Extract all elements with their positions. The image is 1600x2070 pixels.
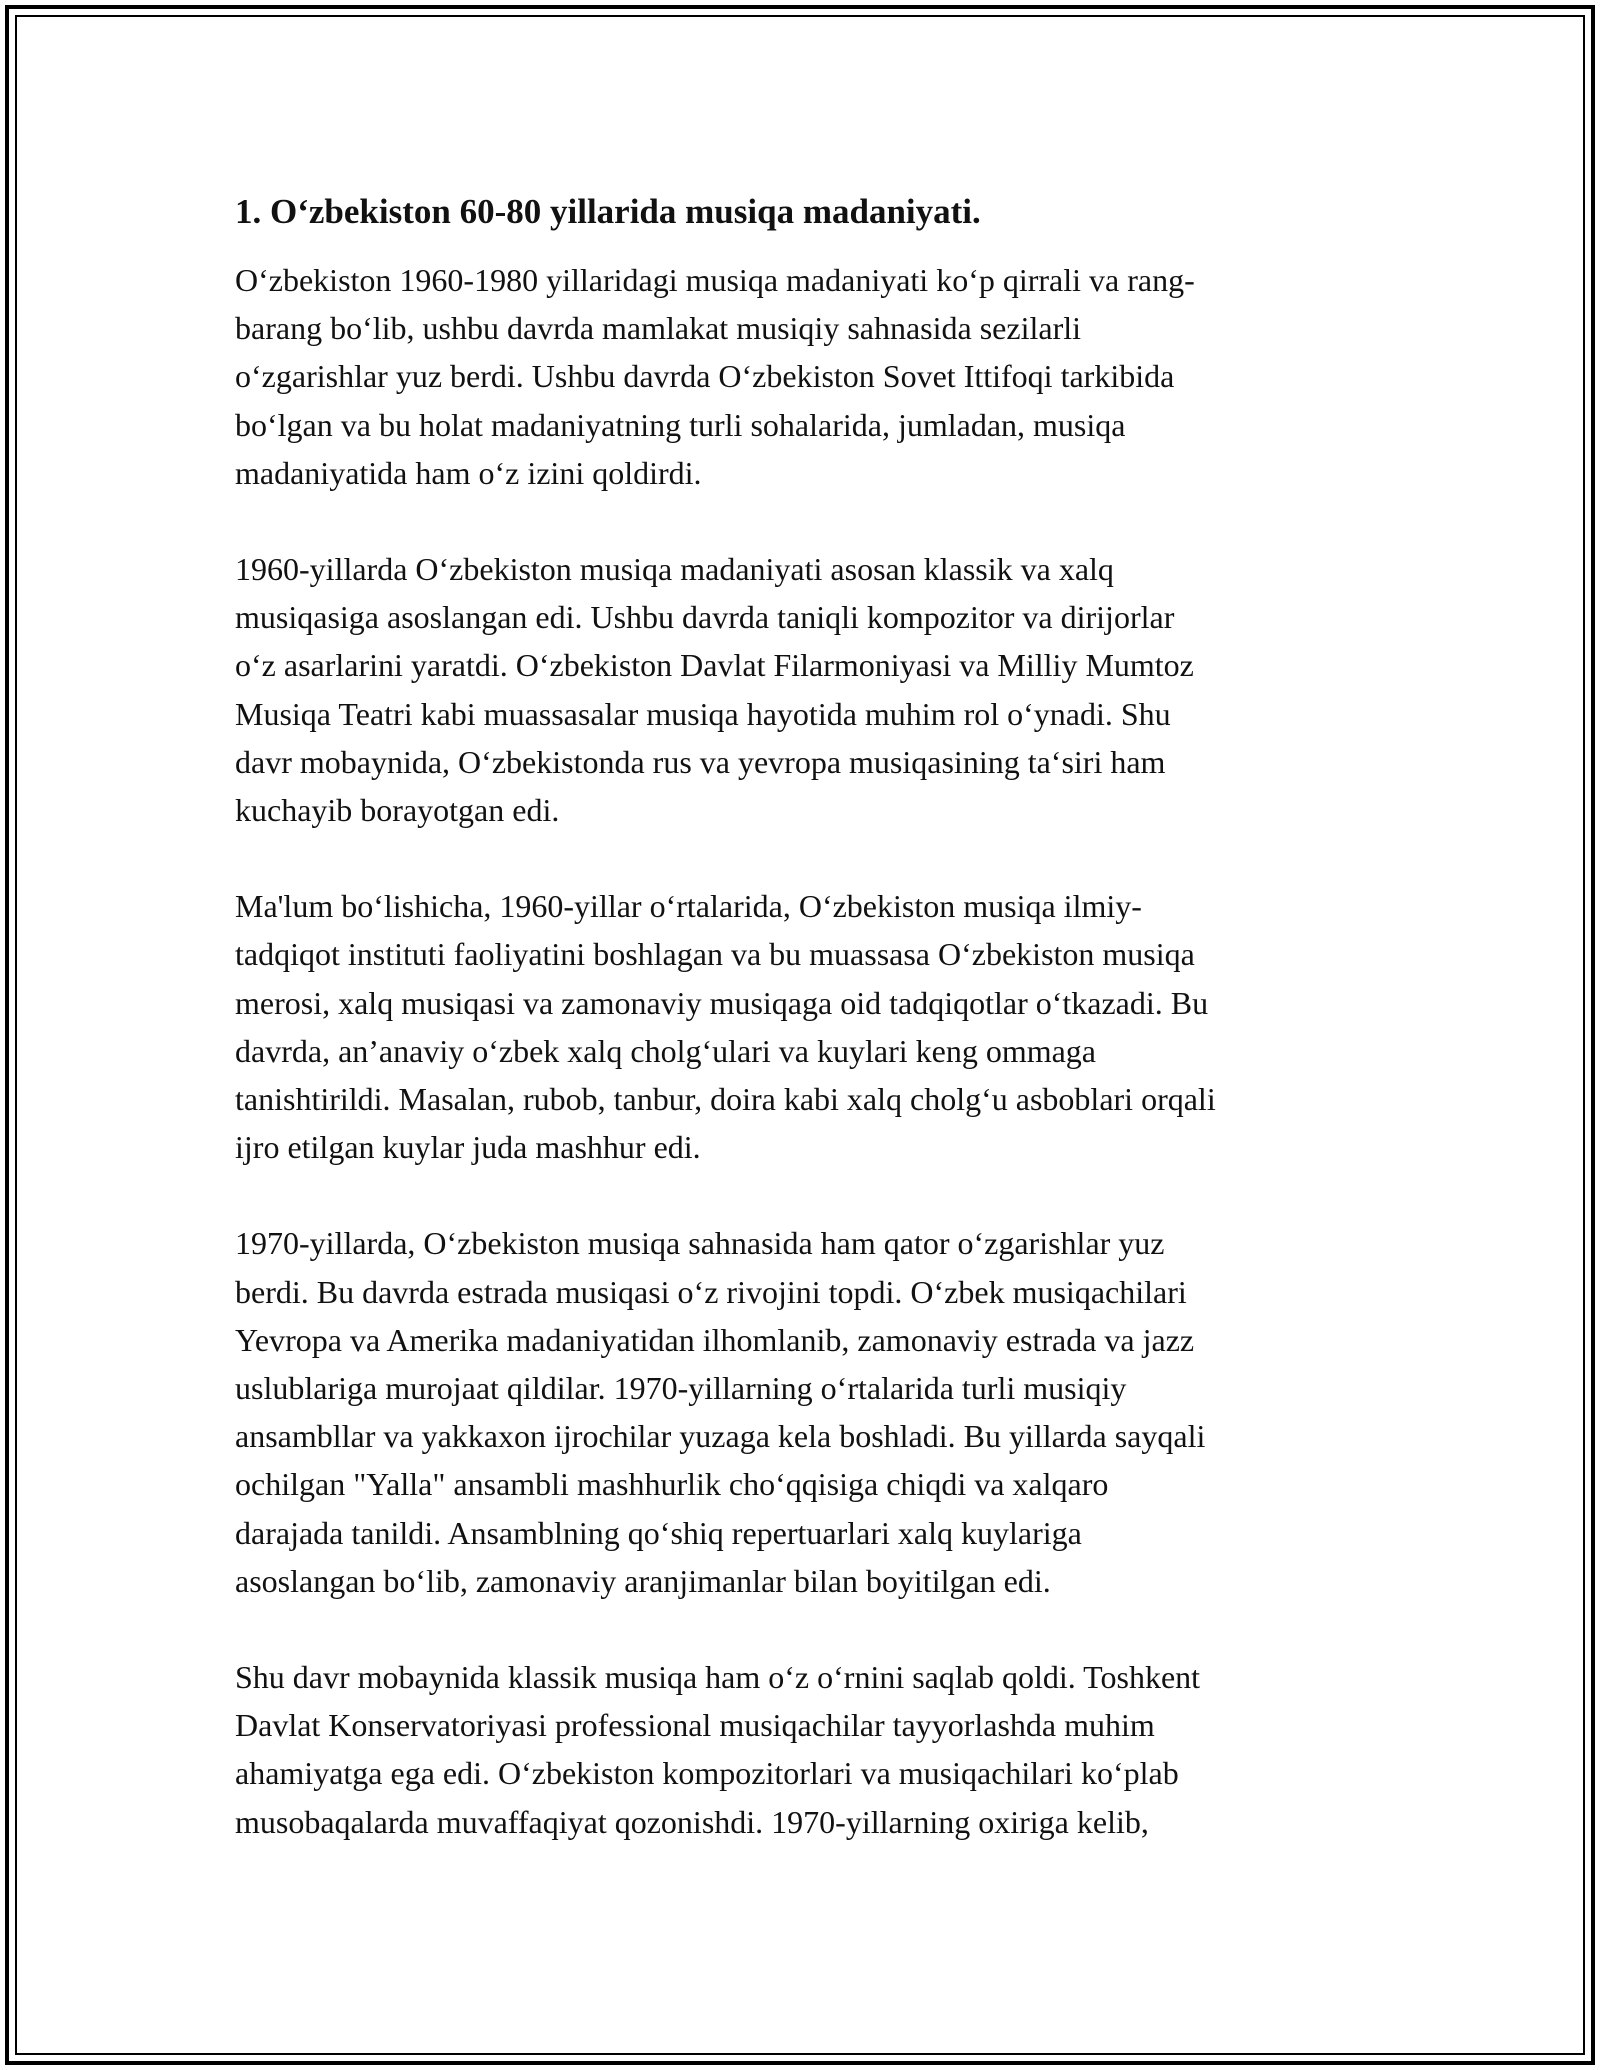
text-line: ijro etilgan kuylar juda mashhur edi. (235, 1129, 701, 1166)
paragraph-5 (235, 1653, 1375, 1846)
text-line: barang bo‘lib, ushbu davrda mamlakat musiqiy sahnasida sezilarli (235, 310, 1081, 347)
text-line: davr mobaynida, O‘zbekistonda rus va yevropa musiqasining ta‘siri ham (235, 743, 1166, 780)
text-line: O‘zbekiston 1960-1980 yillaridagi musiqa madaniyati ko‘p qirrali va rang- (235, 262, 1195, 298)
text-line: Ma'lum bo‘lishicha, 1960-yillar o‘rtalarida, O‘zbekiston musiqa ilmiy- (235, 888, 1142, 925)
text-line: kuchayib borayotgan edi. (235, 792, 560, 829)
text-line: asoslangan bo‘lib, zamonaviy aranjimanlar bilan boyitilgan edi. (235, 1562, 1051, 1599)
text-line: ansambllar va yakkaxon ijrochilar yuzaga kela boshladi. Bu yillarda sayqali (235, 1418, 1206, 1455)
text-line: davrda, an’anaviy o‘zbek xalq cholg‘ulari va kuylari keng ommaga (235, 1032, 1096, 1069)
text-line: Davlat Konservatoriyasi professional musiqachilar tayyorlashda muhim (235, 1707, 1155, 1744)
paragraph-1 (235, 256, 1375, 497)
text-line: o‘z asarlarini yaratdi. O‘zbekiston Davlat Filarmoniyasi va Milliy Mumtoz (235, 647, 1194, 684)
text-line: ochilgan "Yalla" ansambli mashhurlik cho‘qqisiga chiqdi va xalqaro (235, 1466, 1109, 1503)
text-line: Yevropa va Amerika madaniyatidan ilhomlanib, zamonaviy estrada va jazz (235, 1321, 1195, 1358)
text-line: Musiqa Teatri kabi muassasalar musiqa hayotida muhim rol o‘ynadi. Shu (235, 695, 1171, 732)
paragraph-3 (235, 882, 1375, 1171)
text-line: musiqasiga asoslangan edi. Ushbu davrda taniqli kompozitor va dirijorlar (235, 599, 1175, 636)
text-line: ahamiyatga ega edi. O‘zbekiston kompozitorlari va musiqachilari ko‘plab (235, 1755, 1179, 1792)
text-line: uslublariga murojaat qildilar. 1970-yillarning o‘rtalarida turli musiqiy (235, 1370, 1127, 1407)
text-line: darajada tanildi. Ansamblning qo‘shiq repertuarlari xalq kuylariga (235, 1514, 1082, 1551)
text-line: tanishtirildi. Masalan, rubob, tanbur, doira kabi xalq cholg‘u asboblari orqali (235, 1081, 1216, 1118)
text-line: Shu davr mobaynida klassik musiqa ham o‘z o‘rnini saqlab qoldi. Toshkent (235, 1659, 1201, 1696)
text-line: merosi, xalq musiqasi va zamonaviy musiqaga oid tadqiqotlar o‘tkazadi. Bu (235, 984, 1209, 1021)
paragraph-4 (235, 1219, 1375, 1605)
text-line: o‘zgarishlar yuz berdi. Ushbu davrda O‘zbekiston Sovet Ittifoqi tarkibida (235, 358, 1175, 395)
text-line: 1970-yillarda, O‘zbekiston musiqa sahnasida ham qator o‘zgarishlar yuz (235, 1225, 1165, 1262)
text-line: 1960-yillarda O‘zbekiston musiqa madaniyati asosan klassik va xalq (235, 551, 1114, 588)
section-heading: 1. O‘zbekiston 60-80 yillarida musiqa madaniyati. (235, 192, 981, 231)
text-line: tadqiqot instituti faoliyatini boshlagan va bu muassasa O‘zbekiston musiqa (235, 936, 1195, 973)
text-line: bo‘lgan va bu holat madaniyatning turli sohalarida, jumladan, musiqa (235, 406, 1126, 443)
paragraph-2 (235, 545, 1375, 834)
text-line: musobaqalarda muvaffaqiyat qozonishdi. 1970-yillarning oxiriga kelib, (235, 1803, 1149, 1840)
text-line: madaniyatida ham o‘z izini qoldirdi. (235, 454, 702, 491)
text-line: berdi. Bu davrda estrada musiqasi o‘z rivojini topdi. O‘zbek musiqachilari (235, 1273, 1187, 1310)
document-body (235, 188, 1375, 1894)
